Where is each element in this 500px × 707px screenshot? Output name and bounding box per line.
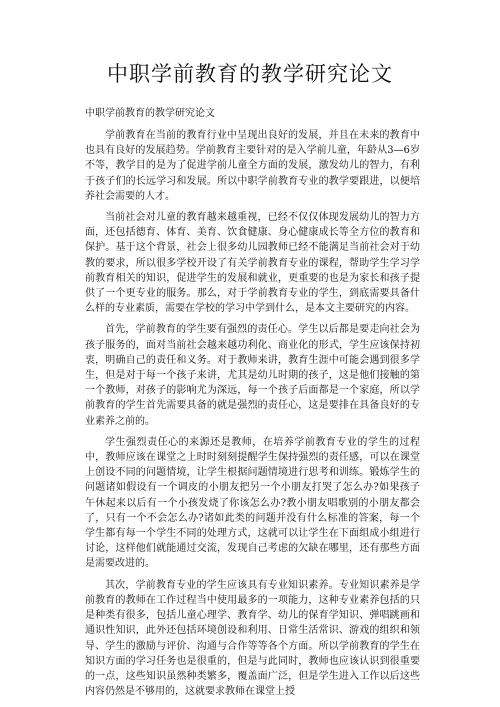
- paragraph-3: 首先，学前教育的学生要有强烈的责任心。学生以后都是要走向社会为孩子服务的，面对当前社会越来越功利化、商业化的形式，学生应该保持初衷，明确自己的责任和义务。对于教师来讲，教育生涯中可能会遇到很多学生，但是对于每一个孩子来讲，尤其是幼儿时期的孩子，这是他们接触的第一个教师，对孩子的影响尤为深远，每一个孩子后面都是一个家庭，所以学前教育的学生首先需要具备的就是强烈的责任心，这是要排在具备良好的专业素养之前的。: [85, 324, 420, 427]
- paragraph-1: 学前教育在当前的教育行业中呈现出良好的发展，并且在未来的教育中也具有良好的发展趋势。学前教育主要针对的是入学前儿童，年龄从3—6岁不等，教学目的是为了促进学前儿童全方面的发展，激发幼儿的智力，有利于孩子们的长远学习和发展。所以中职学前教育专业的教学要跟进，以便培养社会需要的人才。: [85, 130, 420, 202]
- paragraph-2: 当前社会对儿童的教育越来越重视，已经不仅仅体现发展幼儿的智力方面，还包括德育、体育、美育、饮食健康、身心健康成长等全方位的教育和保护。基于这个背景，社会上很多幼儿园教师已经不能满足当前社会对于幼教的要求，所以很多学校开设了有关学前教育专业的课程，帮助学生学习学前教育相关的知识，促进学生的发展和就业，更重要的也是为家长和孩子提供了一个更专业的服务。那么，对于学前教育专业的学生，到底需要具备什么样的专业素质，需要在学校的学习中学到什么，是本文主要研究的内容。: [85, 212, 420, 315]
- document-subtitle: 中职学前教育的教学研究论文: [85, 108, 215, 119]
- document-title: 中职学前教育的教学研究论文: [107, 62, 393, 86]
- document-body: [85, 106, 420, 705]
- paragraph-4: 学生强烈责任心的来源还是教师，在培养学前教育专业的学生的过程中，教师应该在课堂之上时时刻刻提醒学生保持强烈的责任感，可以在课堂上创设不同的问题情境，让学生根据问题情境进行思考和训练。锻炼学生的问题诸如假设有一个调皮的小朋友把另一个小朋友打哭了怎么办?如果孩子午休起来以后有一个小孩发烧了你该怎么办?教小朋友唱歌别的小朋友都会了，只有一个不会怎么办?诸如此类的问题并没有什么标准的答案，每一个学生都有每一个学生不同的处理方式，这就可以让学生在下面组成小组进行讨论，这样他们就能通过交流，发现自己考虑的欠缺在哪里，还有那些方面是需要改进的。: [85, 436, 420, 570]
- paragraph-5: 其次，学前教育专业的学生应该具有专业知识素养。专业知识素养是学前教育的教师在工作过程当中使用最多的一项能力，这种专业素养包括的只是种类有很多，包括儿童心理学、教育学、幼儿的保育学知识、弹唱跳画和通识性知识，此外还包括环境创设和利用、日常生活常识、游戏的组织和领导、学生的激励与评价、沟通与合作等等各个方面。所以学前教育的学生在知识方面的学习任务也是很重的，但是与此同时，教师也应该认识到很重要的一点，这些知识虽然种类繁多，覆盖面广泛，但是学生进入工作以后这些内容仍然是不够用的，这就要求教师在课堂上授: [85, 579, 420, 698]
